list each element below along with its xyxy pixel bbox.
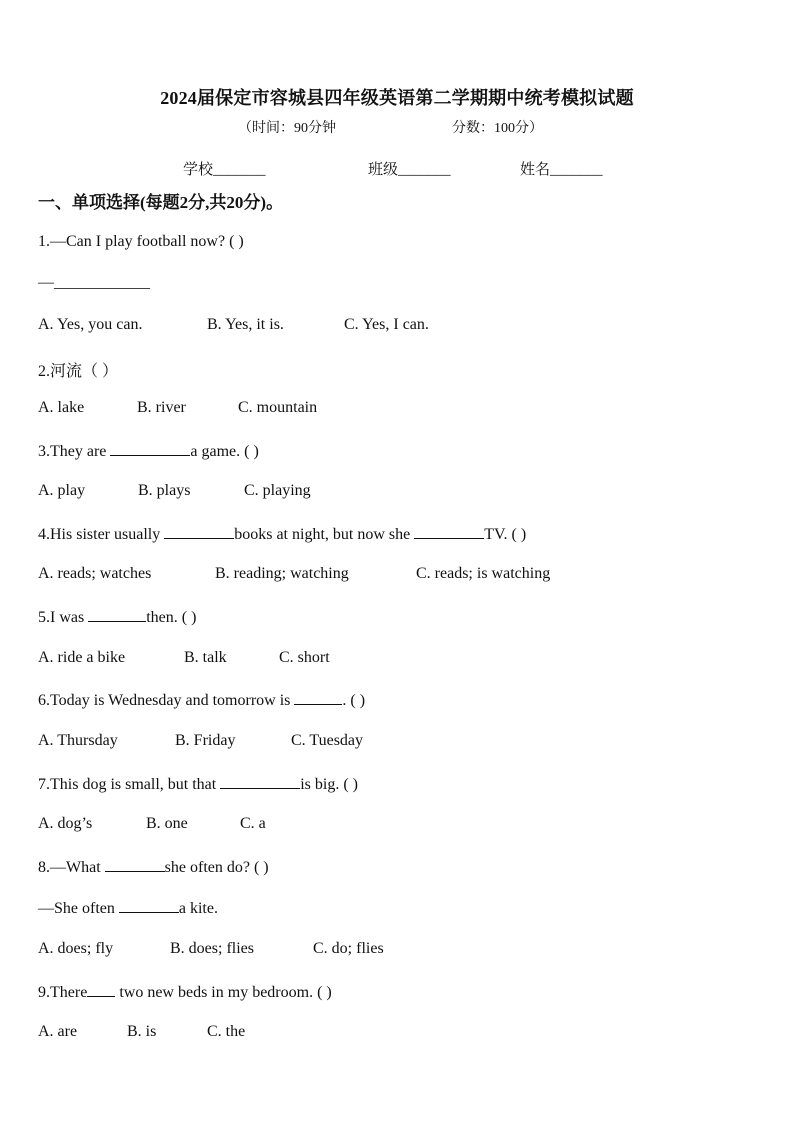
option-a: A. reads; watches (38, 565, 152, 582)
question-stem (38, 774, 358, 794)
fill-blank[interactable] (164, 524, 234, 539)
question-stem (38, 607, 196, 627)
stem-text: . ( ) (342, 692, 366, 709)
stem-text: a game. ( ) (190, 443, 259, 460)
option-a: A. Thursday (38, 732, 118, 749)
answer-line: —____________ (38, 274, 150, 291)
stem-text: TV. ( ) (484, 526, 527, 543)
exam-score: 分数：100分） (452, 121, 543, 136)
option-a: A. ride a bike (38, 649, 126, 666)
option-c: C. mountain (238, 399, 318, 416)
stem-text: she often do? ( ) (164, 859, 269, 876)
option-a: A. dog’s (38, 815, 93, 832)
fill-blank[interactable] (110, 441, 190, 456)
option-c: C. Tuesday (291, 732, 364, 749)
option-b: B. reading; watching (215, 565, 349, 582)
option-a: A. lake (38, 399, 85, 416)
stem-text: 6.Today is Wednesday and tomorrow is (38, 692, 295, 709)
option-b: B. is (127, 1023, 157, 1040)
stem-text: then. ( ) (146, 609, 197, 626)
stem-text: 9.There (38, 984, 88, 1001)
stem-text: two new beds in my bedroom. ( ) (115, 984, 332, 1001)
fill-blank[interactable] (294, 690, 342, 705)
stem-text: is big. ( ) (300, 776, 358, 793)
option-a: A. does; fly (38, 940, 114, 957)
stem-text: 8.—What (38, 859, 105, 876)
option-c: C. short (279, 649, 330, 666)
option-c: C. reads; is watching (416, 565, 551, 582)
option-b: B. does; flies (170, 940, 254, 957)
option-c: C. Yes, I can. (344, 316, 429, 333)
section-heading: 一、单项选择(每题2分,共20分)。 (38, 193, 284, 212)
stem-text: 5.I was (38, 609, 89, 626)
option-c: C. the (207, 1023, 246, 1040)
option-b: B. plays (138, 482, 191, 499)
name-field[interactable]: 姓名_______ (520, 162, 603, 178)
stem-text: 4.His sister usually (38, 526, 165, 543)
option-a: A. are (38, 1023, 78, 1040)
page-title: 2024届保定市容城县四年级英语第二学期期中统考模拟试题 (160, 88, 634, 108)
question-stem: 1.—Can I play football now? ( ) (38, 233, 244, 250)
fill-blank[interactable] (87, 982, 115, 997)
question-stem (38, 690, 365, 710)
fill-blank[interactable] (414, 524, 484, 539)
option-c: C. playing (244, 482, 311, 499)
option-b: B. Yes, it is. (207, 316, 284, 333)
dialog-line (38, 898, 218, 918)
question-stem (38, 441, 259, 461)
question-stem (38, 524, 526, 544)
option-c: C. do; flies (313, 940, 384, 957)
option-b: B. river (137, 399, 186, 416)
stem-text: 7.This dog is small, but that (38, 776, 221, 793)
school-field[interactable]: 学校_______ (183, 162, 266, 178)
fill-blank[interactable] (88, 607, 146, 622)
stem-text: 3.They are (38, 443, 111, 460)
question-stem (38, 857, 269, 877)
option-a: A. play (38, 482, 86, 499)
option-a: A. Yes, you can. (38, 316, 143, 333)
option-b: B. Friday (175, 732, 236, 749)
fill-blank[interactable] (220, 774, 300, 789)
stem-text: a kite. (178, 900, 218, 917)
question-stem: 2.河流（ ） (38, 363, 119, 380)
exam-time: （时间：90分钟 (238, 121, 336, 136)
option-c: C. a (240, 815, 266, 832)
option-b: B. one (146, 815, 188, 832)
class-field[interactable]: 班级_______ (368, 162, 451, 178)
option-b: B. talk (184, 649, 227, 666)
fill-blank[interactable] (119, 898, 179, 913)
stem-text: books at night, but now she (234, 526, 415, 543)
stem-text: —She often (38, 900, 119, 917)
question-stem (38, 982, 332, 1002)
fill-blank[interactable] (105, 857, 165, 872)
